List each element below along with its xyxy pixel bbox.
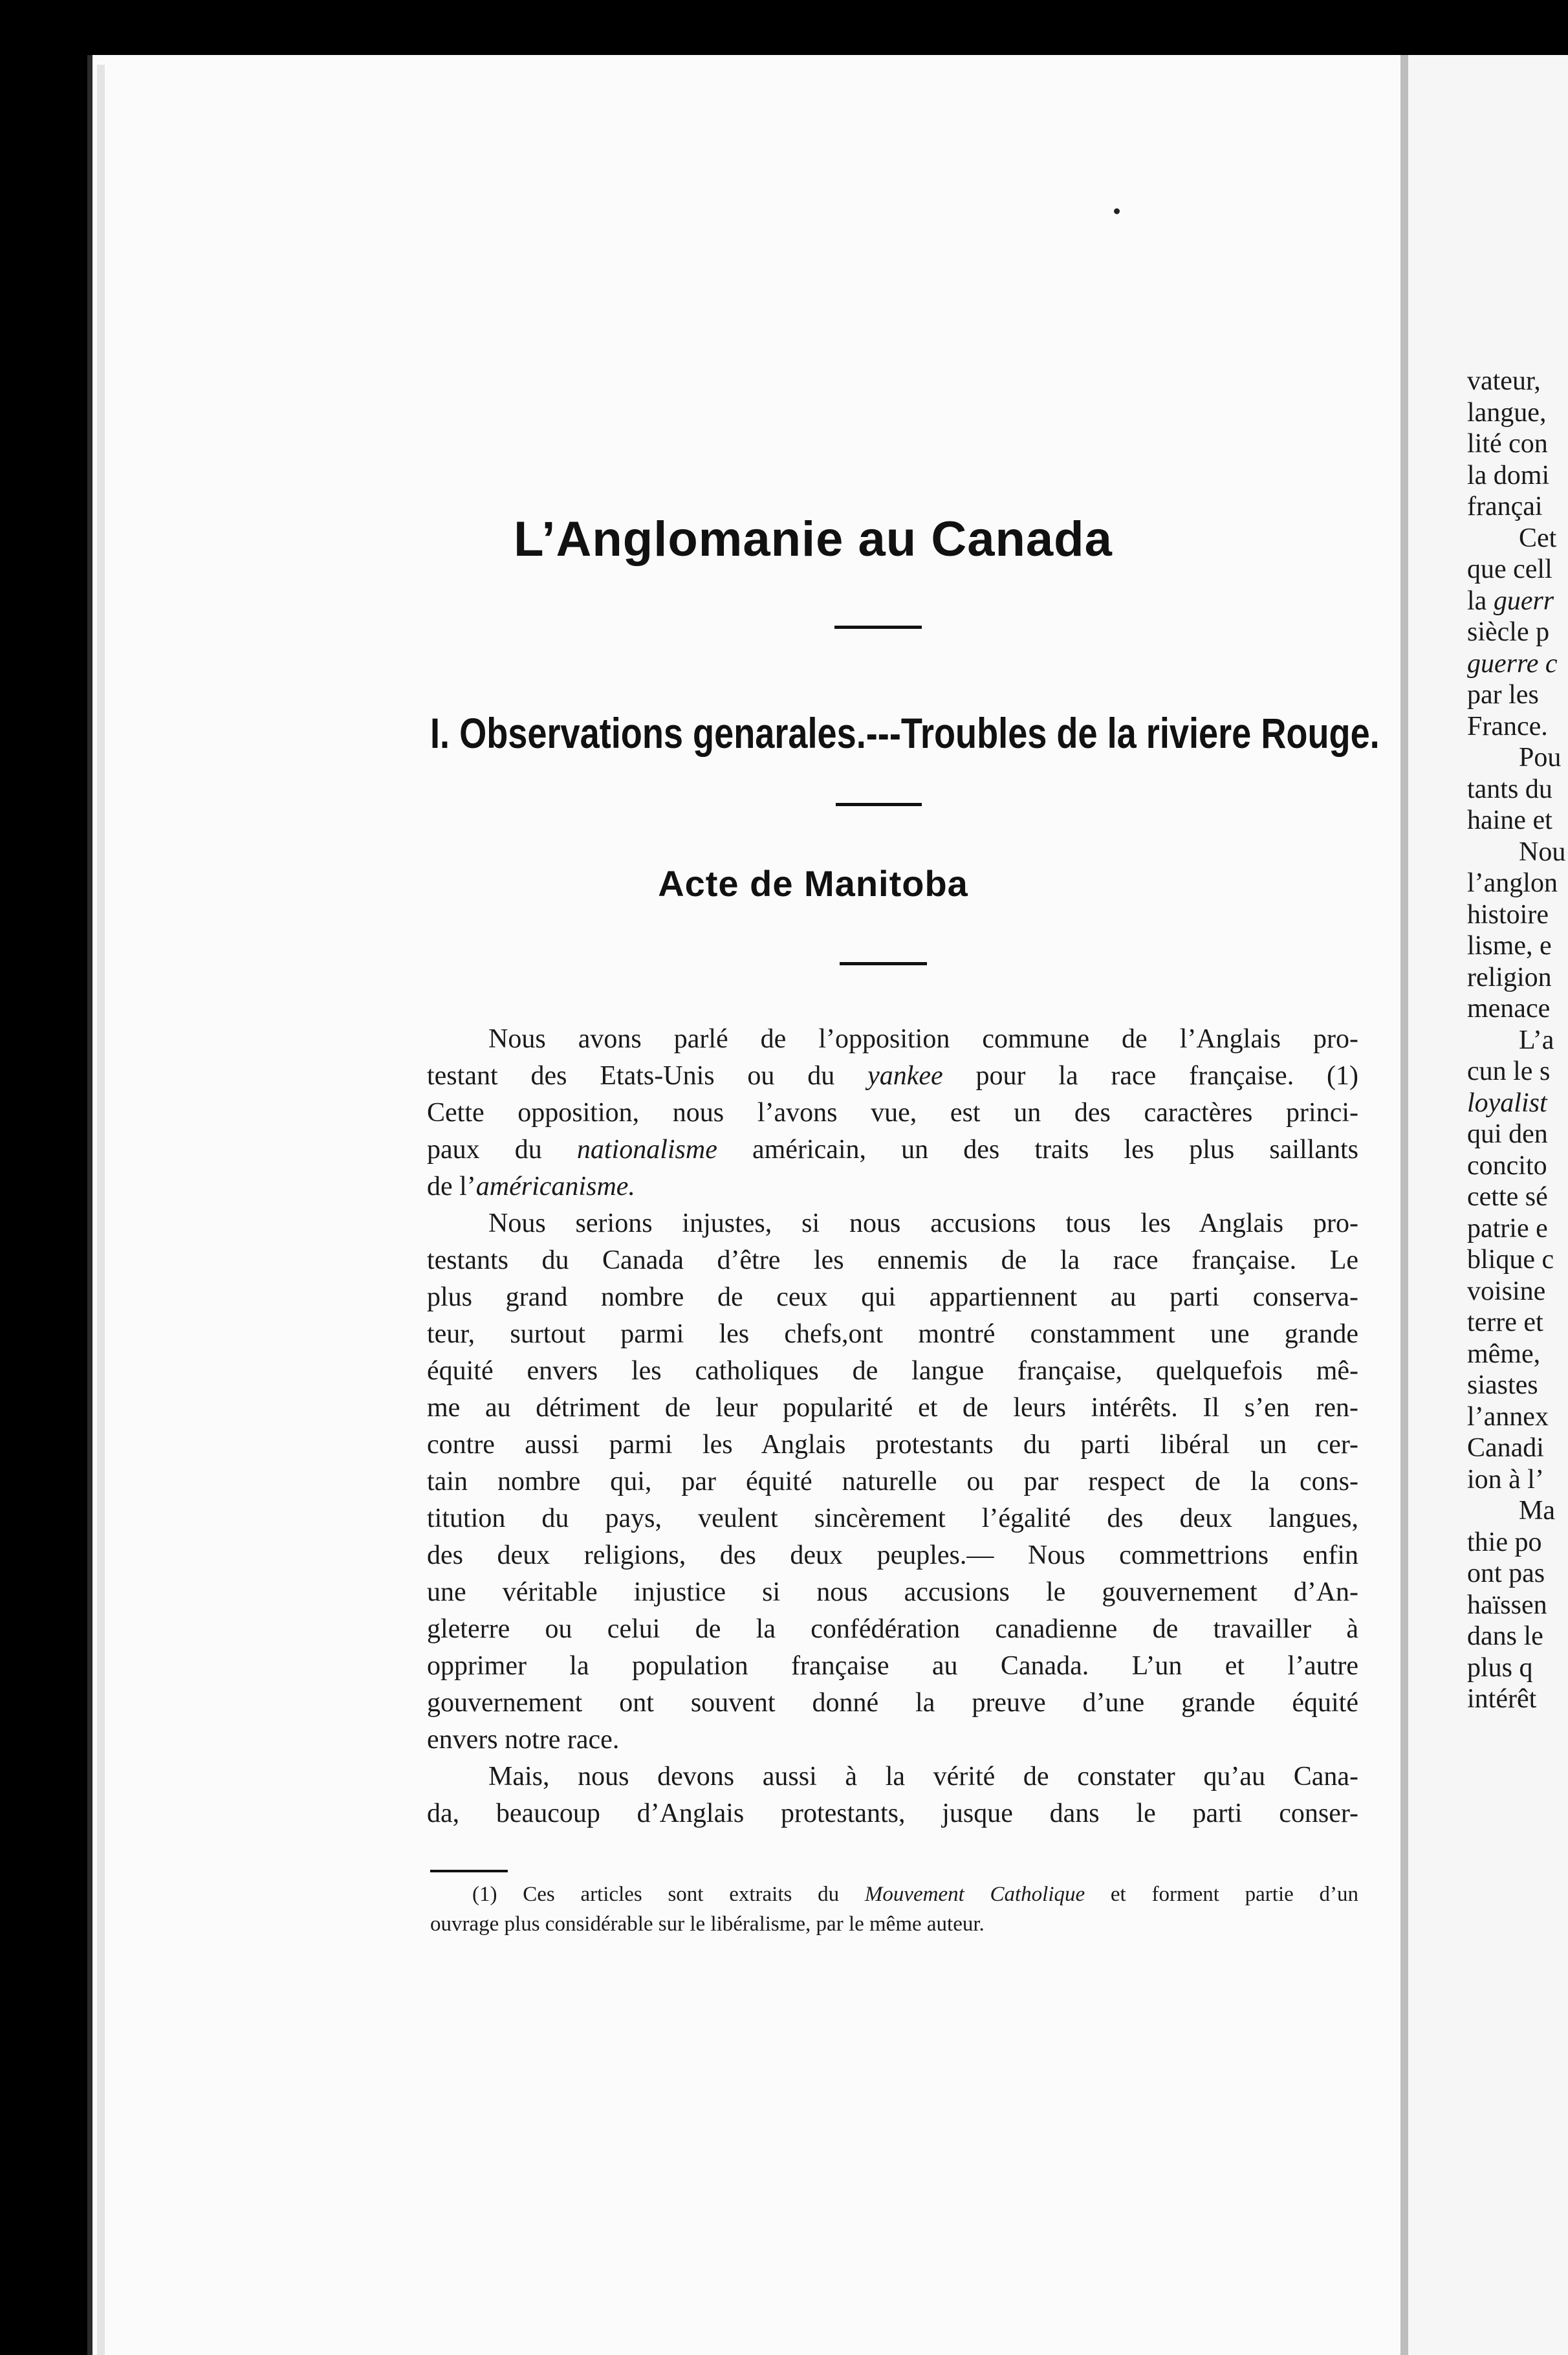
right-text-line: la domi [1467, 460, 1550, 490]
text-line: contre aussi parmi les Anglais protestants du parti libéral un cer- [427, 1430, 1358, 1460]
footnote [430, 1879, 1358, 1939]
right-text-line: terre et [1467, 1308, 1543, 1337]
right-text-line: même, [1467, 1339, 1541, 1369]
right-text-line: siastes [1467, 1370, 1538, 1400]
right-text-line: françai [1467, 492, 1543, 521]
right-text-line: ion à l’ [1467, 1464, 1544, 1495]
right-text-line: thie po [1467, 1527, 1542, 1557]
text-line: me au détriment de leur popularité et de leurs intérêts. Il s’en ren- [427, 1393, 1358, 1423]
text-line: de l’américanisme. [427, 1172, 635, 1201]
right-text-line: patrie e [1467, 1213, 1548, 1243]
title-rule [834, 626, 922, 629]
text-line: paux du nationalisme américain, un des traits les plus saillants [427, 1135, 1358, 1165]
right-text-line: Pou [1519, 743, 1562, 772]
right-text-line: ont pas [1467, 1559, 1545, 1588]
text-line: gouvernement ont souvent donné la preuve d’une grande équité [427, 1688, 1358, 1718]
body-text [427, 1021, 1358, 1832]
right-text-line: concito [1467, 1150, 1547, 1181]
ink-speck [1114, 208, 1120, 214]
right-text-line: cette sé [1467, 1182, 1548, 1212]
text-line: tain nombre qui, par équité naturelle ou par respect de la cons- [427, 1467, 1358, 1496]
right-text-line: vateur, [1467, 366, 1541, 396]
right-text-line: Nou [1519, 837, 1566, 867]
text-line: Cette opposition, nous l’avons vue, est un des caractères princi- [427, 1098, 1358, 1128]
text-line: envers notre race. [427, 1725, 620, 1755]
text-line: une véritable injustice si nous accusions le gouvernement d’An- [427, 1577, 1358, 1607]
right-text-line: France. [1467, 711, 1548, 741]
right-text-line: Cet [1519, 523, 1557, 553]
right-text-line: langue, [1467, 397, 1547, 428]
text-line: Nous avons parlé de l’opposition commune de l’Anglais pro- [488, 1024, 1358, 1054]
text-line: Nous serions injustes, si nous accusions tous les Anglais pro- [488, 1209, 1358, 1238]
text-line: des deux religions, des deux peuples.— Nous commettrions enfin [427, 1540, 1358, 1570]
right-text-line: histoire [1467, 899, 1549, 930]
right-text-line: intérêt [1467, 1684, 1537, 1714]
footnote-line: ouvrage plus considérable sur le libéralisme, par le même auteur. [430, 1912, 985, 1936]
section-title: Acte de Manitoba [658, 863, 968, 904]
text-line: titution du pays, veulent sincèrement l’égalité des deux langues, [427, 1504, 1358, 1533]
text-line: gleterre ou celui de la confédération canadienne de travailler à [427, 1614, 1358, 1644]
right-page-text [1467, 366, 1565, 1715]
text-line: teur, surtout parmi les chefs,ont montré constamment une grande [427, 1319, 1358, 1349]
text-line: équité envers les catholiques de langue française, quelquefois mê- [427, 1356, 1358, 1386]
right-text-line: l’annex [1467, 1401, 1549, 1432]
right-text-line: Canadi [1467, 1433, 1544, 1463]
right-text-line: haine et [1467, 805, 1552, 835]
page-title: L’Anglomanie au Canada [514, 512, 1113, 567]
right-text-line: que cell [1467, 554, 1552, 584]
right-text-line: Ma [1519, 1496, 1555, 1526]
right-text-line: qui den [1467, 1119, 1548, 1149]
page-edge-shadow [97, 65, 105, 2355]
text-line: testants du Canada d’être les ennemis de la race française. Le [427, 1245, 1358, 1275]
right-text-line: loyalist [1467, 1088, 1547, 1118]
right-text-line: dans le [1467, 1621, 1543, 1651]
right-text-line: lisme, e [1467, 931, 1552, 961]
right-text-line: plus q [1467, 1652, 1533, 1683]
text-line: opprimer la population française au Canada. L’un et l’autre [427, 1651, 1358, 1681]
right-text-line: religion [1467, 962, 1552, 992]
right-text-line: tants du [1467, 774, 1552, 804]
right-text-line: par les [1467, 680, 1539, 710]
right-text-line: cun le s [1467, 1057, 1551, 1086]
section-rule [840, 962, 927, 965]
text-line: testant des Etats-Unis ou du yankee pour la race française. (1) [427, 1061, 1358, 1091]
right-text-line: L’a [1519, 1025, 1554, 1055]
footnote-rule [430, 1870, 508, 1872]
text-line: Mais, nous devons aussi à la vérité de constater qu’au Cana- [488, 1762, 1358, 1791]
right-text-line: siècle p [1467, 617, 1550, 647]
text-line: plus grand nombre de ceux qui appartiennent au parti conserva- [427, 1282, 1358, 1312]
right-text-line: lité con [1467, 429, 1548, 459]
right-text-line: voisine [1467, 1276, 1546, 1306]
right-text-line: menace [1467, 994, 1551, 1024]
chapter-subtitle: I. Observations genarales.---Troubles de la riviere Rouge. [430, 709, 1380, 757]
right-text-line: haïssen [1467, 1590, 1547, 1620]
footnote-line: (1) Ces articles sont extraits du Mouvement Catholique et forment partie d’un [472, 1883, 1359, 1906]
right-text-line: l’anglon [1467, 868, 1558, 898]
text-line: da, beaucoup d’Anglais protestants, jusque dans le parti conser- [427, 1799, 1358, 1828]
subtitle-rule [836, 803, 922, 806]
book-gutter [1400, 55, 1408, 2355]
right-text-line: la guerr [1467, 586, 1554, 616]
right-text-line: guerre c [1467, 648, 1558, 679]
right-text-line: blique c [1467, 1245, 1554, 1275]
